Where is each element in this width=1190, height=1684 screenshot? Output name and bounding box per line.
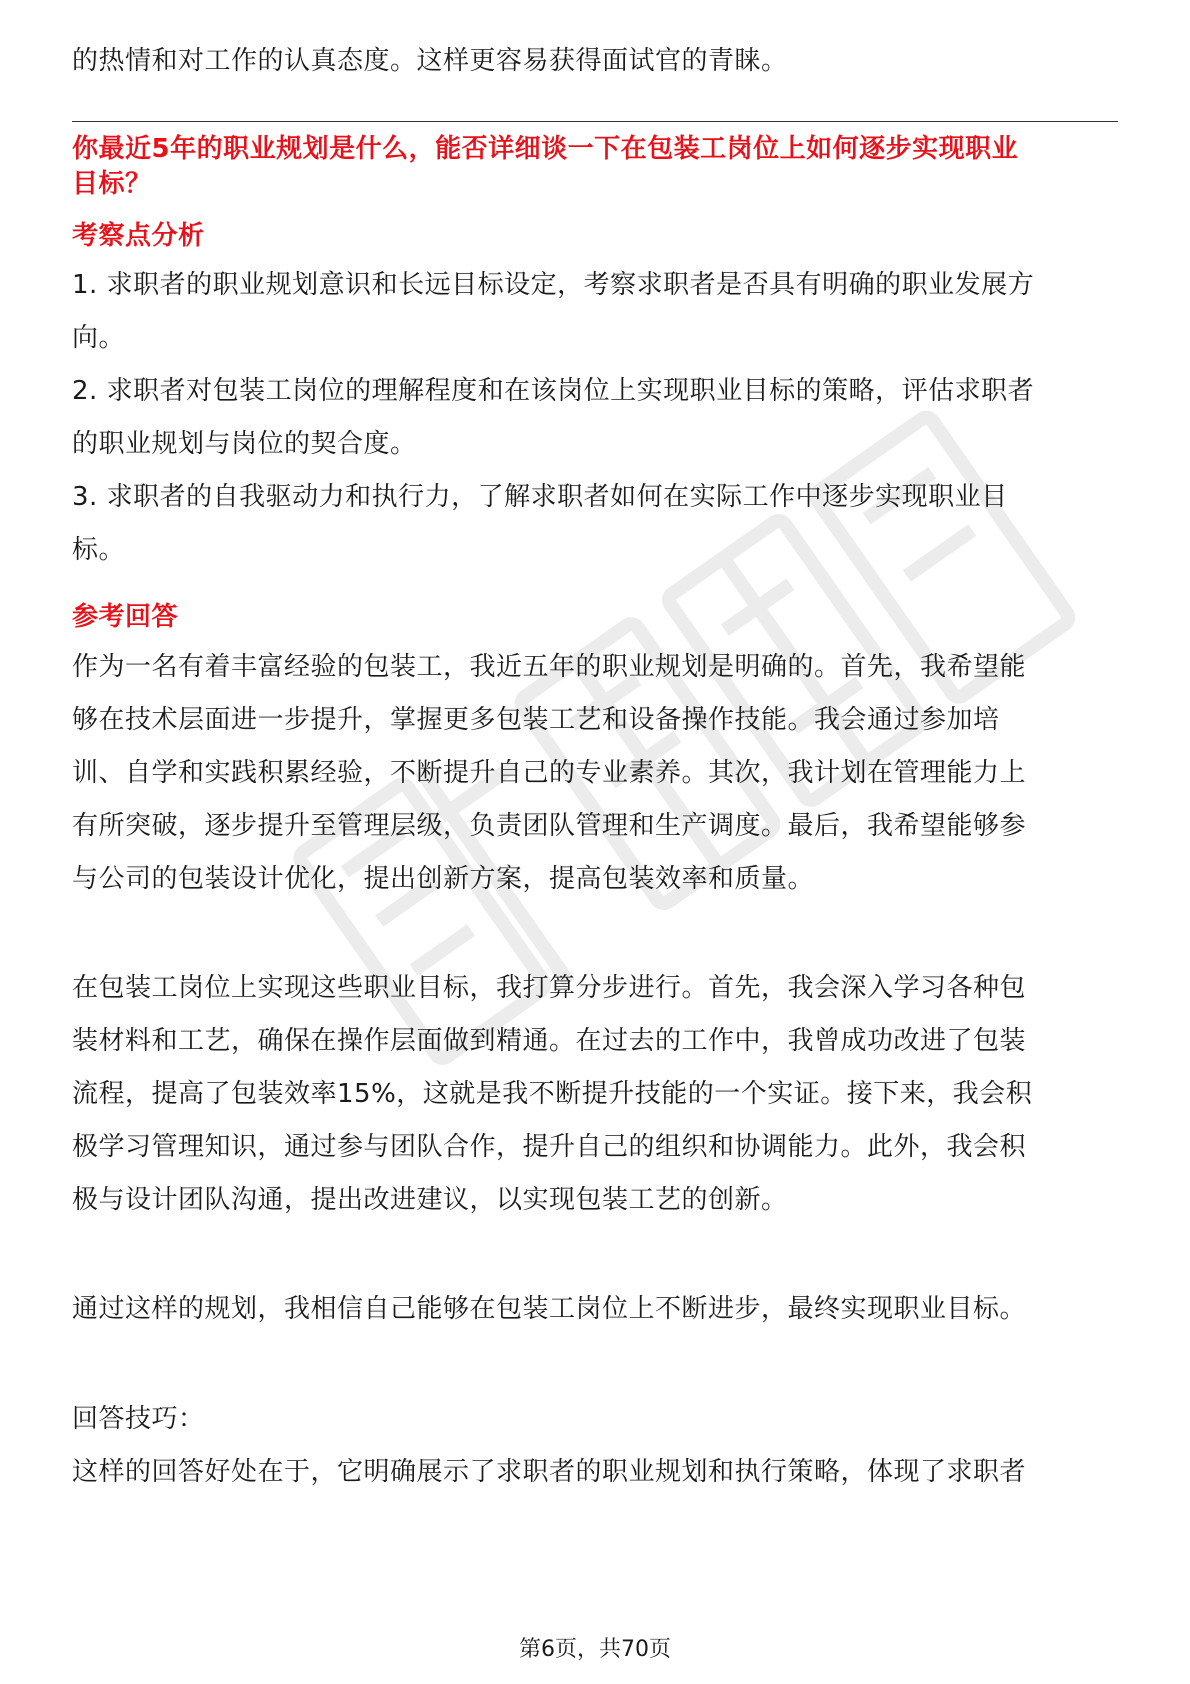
question-line-1: 你最近5年的职业规划是什么，能否详细谈一下在包装工岗位上如何逐步实现职业 [72,134,1019,164]
answer-paragraph-2-line: 装材料和工艺，确保在操作层面做到精通。在过去的工作中，我曾成功改进了包装 [72,1026,1027,1056]
analysis-line: 标。 [72,535,126,565]
answer-paragraph-1-line: 与公司的包装设计优化，提出创新方案，提高包装效率和质量。 [72,864,815,894]
answer-paragraph-1-line: 有所突破，逐步提升至管理层级，负责团队管理和生产调度。最后，我希望能够参 [72,811,1027,841]
analysis-line: 1. 求职者的职业规划意识和长远目标设定，考察求职者是否具有明确的职业发展方 [72,270,1035,300]
reference-heading: 参考回答 [72,602,179,632]
section-divider [72,121,1118,122]
answer-paragraph-2-line: 极学习管理知识，通过参与团队合作，提升自己的组织和协调能力。此外，我会积 [72,1132,1027,1162]
answer-paragraph-2-line: 流程，提高了包装效率15%，这就是我不断提升技能的一个实证。接下来，我会积 [72,1079,1033,1109]
page-footer: 第6页，共70页 [519,1637,671,1662]
answer-paragraph-3: 通过这样的规划，我相信自己能够在包装工岗位上不断进步，最终实现职业目标。 [72,1294,1027,1324]
analysis-line: 2. 求职者对包装工岗位的理解程度和在该岗位上实现职业目标的策略，评估求职者 [72,376,1035,406]
tips-heading: 回答技巧： [72,1404,205,1434]
answer-paragraph-1-line: 够在技术层面进一步提升，掌握更多包装工艺和设备操作技能。我会通过参加培 [72,705,1000,735]
analysis-line: 3. 求职者的自我驱动力和执行力，了解求职者如何在实际工作中逐步实现职业目 [72,482,1008,512]
tips-line-1: 这样的回答好处在于，它明确展示了求职者的职业规划和执行策略，体现了求职者 [72,1457,1027,1487]
analysis-line: 向。 [72,323,126,353]
answer-paragraph-1-line: 作为一名有着丰富经验的包装工，我近五年的职业规划是明确的。首先，我希望能 [72,652,1027,682]
top-continuation-text: 的热情和对工作的认真态度。这样更容易获得面试官的青睐。 [72,46,788,76]
answer-paragraph-2-line: 在包装工岗位上实现这些职业目标，我打算分步进行。首先，我会深入学习各种包 [72,973,1027,1003]
answer-paragraph-1-line: 训、自学和实践积累经验，不断提升自己的专业素养。其次，我计划在管理能力上 [72,758,1027,788]
question-line-2: 目标？ [72,169,152,199]
analysis-heading: 考察点分析 [72,221,205,251]
analysis-line: 的职业规划与岗位的契合度。 [72,429,417,459]
answer-paragraph-2-line: 极与设计团队沟通，提出改进建议，以实现包装工艺的创新。 [72,1185,788,1215]
